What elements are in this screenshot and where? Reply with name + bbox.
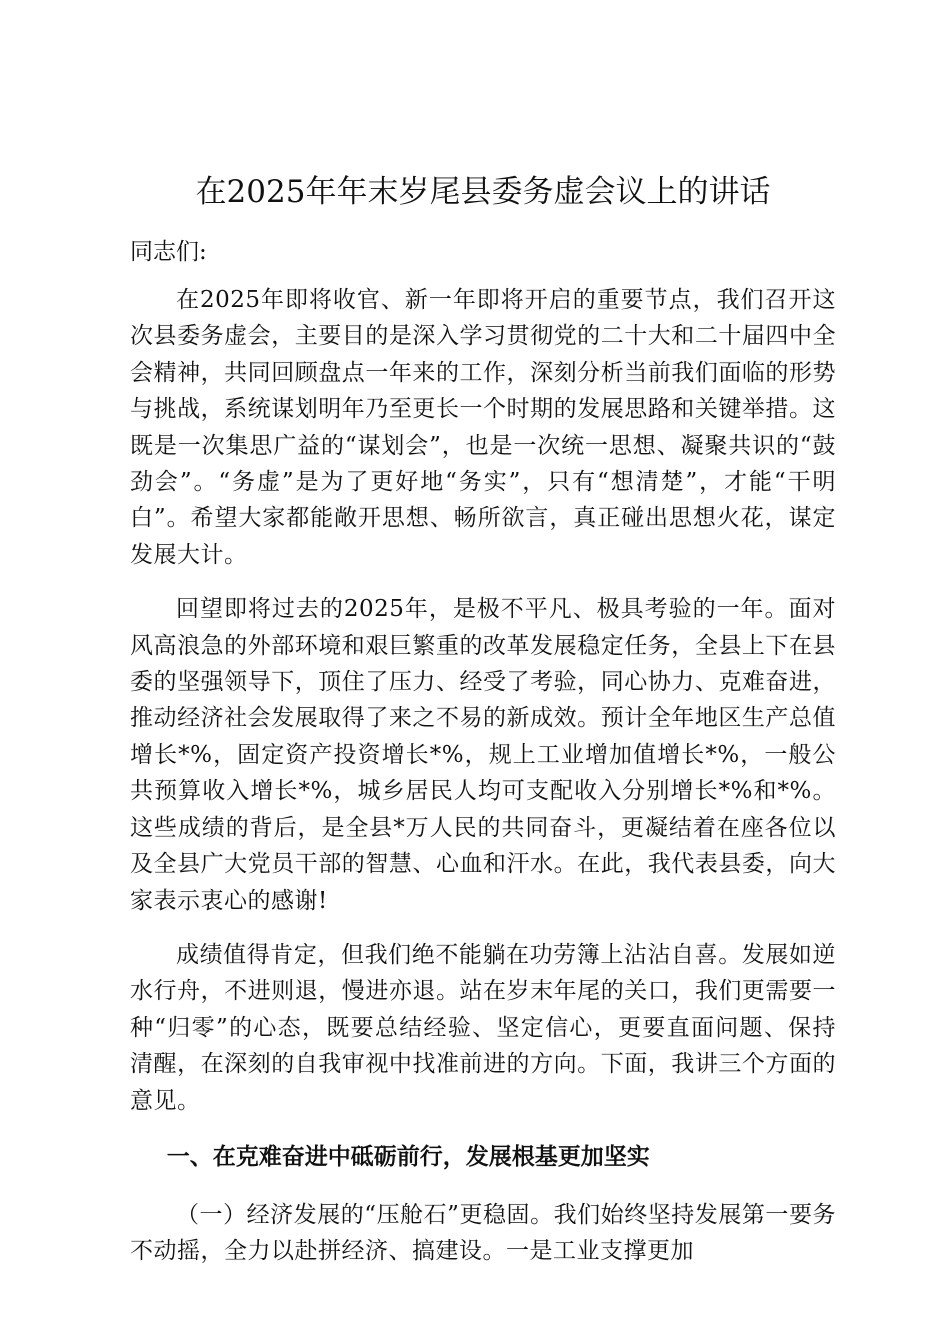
document-page bbox=[130, 160, 836, 1288]
document-title: 在2025年年末岁尾县委务虚会议上的讲话 bbox=[195, 174, 771, 210]
section-heading: 一、在克难奋进中砥砺前行，发展根基更加坚实 bbox=[166, 1143, 650, 1170]
salutation: 同志们: bbox=[130, 239, 207, 265]
paragraph-review: 回望即将过去的2025年，是极不平凡、极具考验的一年。面对风高浪急的外部环境和艰巨繁重的改革发展稳定任务，全县上下在县委的坚强领导下，顶住了压力、经受了考验，同心协力、克难奋进，推动经济社会发展取得了来之不易的新成效。预计全年地区生产总值增长*%，固定资产投资增长*%，规上工业增加值增长*%，一般公共预算收入增长*%，城乡居民人均可支配收入分别增长*%和*%。这些成绩的背后，是全县*万人民的共同奋斗，更凝结着在座各位以及全县广大党员干部的智慧、心血和汗水。在此，我代表县委，向大家表示衷心的感谢! bbox=[130, 596, 836, 914]
paragraph-outlook: 成绩值得肯定，但我们绝不能躺在功劳簿上沾沾自喜。发展如逆水行舟，不进则退，慢进亦退。站在岁末年尾的关口，我们更需要一种“归零”的心态，既要总结经验、坚定信心，更要直面问题、保持清醒，在深刻的自我审视中找准前进的方向。下面，我讲三个方面的意见。 bbox=[130, 941, 836, 1114]
paragraph-opening: 在2025年即将收官、新一年即将开启的重要节点，我们召开这次县委务虚会，主要目的是深入学习贯彻党的二十大和二十届四中全会精神，共同回顾盘点一年来的工作，深刻分析当前我们面临的形势与挑战，系统谋划明年乃至更长一个时期的发展思路和关键举措。这既是一次集思广益的“谋划会”，也是一次统一思想、凝聚共识的“鼓劲会”。“务虚”是为了更好地“务实”，只有“想清楚”，才能“干明白”。希望大家都能敞开思想、畅所欲言，真正碰出思想火花，谋定发展大计。 bbox=[130, 287, 836, 568]
section-paragraph: （一）经济发展的“压舱石”更稳固。我们始终坚持发展第一要务不动摇，全力以赴拼经济、搞建设。一是工业支撑更加 bbox=[130, 1201, 836, 1265]
